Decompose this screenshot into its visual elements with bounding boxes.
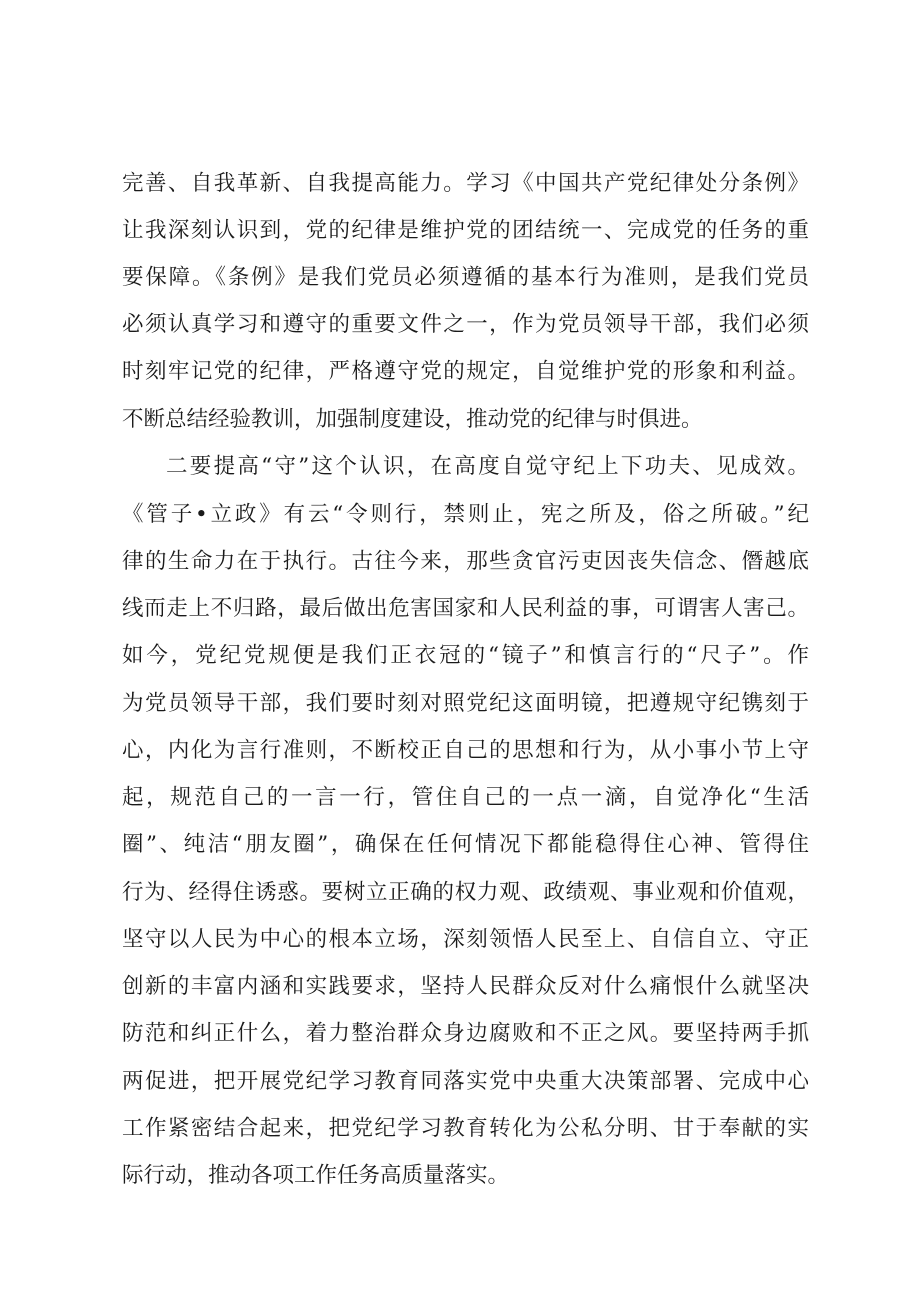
- text-line: 工作紧密结合起来，把党纪学习教育转化为公私分明、甘于奉献的实: [122, 1116, 809, 1141]
- text-line: 要保障。《条例》是我们党员必须遵循的基本行为准则，是我们党员: [122, 265, 809, 290]
- text-line: 线而走上不归路，最后做出危害国家和人民利益的事，可谓害人害己。: [122, 596, 809, 621]
- text-line: 起，规范自己的一言一行，管住自己的一点一滴，自觉净化“生活: [122, 785, 809, 810]
- text-line: 坚守以人民为中心的根本立场，深刻领悟人民至上、自信自立、守正: [122, 927, 809, 952]
- text-line: 如今，党纪党规便是我们正衣冠的“镜子”和慎言行的“尺子”。作: [122, 643, 809, 668]
- text-line: 际行动，推动各项工作任务高质量落实。: [122, 1163, 510, 1188]
- text-line: 必须认真学习和遵守的重要文件之一，作为党员领导干部，我们必须: [122, 312, 809, 337]
- text-line: 行为、经得住诱惑。要树立正确的权力观、政绩观、事业观和价值观，: [122, 880, 809, 905]
- text-line: 完善、自我革新、自我提高能力。学习《中国共产党纪律处分条例》: [122, 171, 809, 196]
- text-line: 让我深刻认识到，党的纪律是维护党的团结统一、完成党的任务的重: [122, 218, 809, 243]
- text-line: 时刻牢记党的纪律，严格遵守党的规定，自觉维护党的形象和利益。: [122, 359, 809, 384]
- text-line: 《管子•立政》有云“令则行，禁则止，宪之所及，俗之所破。”纪: [122, 502, 809, 527]
- text-line: 不断总结经验教训，加强制度建设，推动党的纪律与时俱进。: [122, 407, 703, 432]
- text-line: 圈”、纯洁“朋友圈”，确保在任何情况下都能稳得住心神、管得住: [122, 832, 809, 857]
- text-line: 为党员领导干部，我们要时刻对照党纪这面明镜，把遵规守纪镌刻于: [122, 691, 809, 716]
- text-line: 防范和纠正什么，着力整治群众身边腐败和不正之风。要坚持两手抓: [122, 1021, 809, 1046]
- text-line: 创新的丰富内涵和实践要求，坚持人民群众反对什么痛恨什么就坚决: [122, 974, 809, 999]
- text-line: 律的生命力在于执行。古往今来，那些贪官污吏因丧失信念、僭越底: [122, 549, 809, 574]
- paragraph-first-line: 二要提高“守”这个认识，在高度自觉守纪上下功夫、见成效。: [166, 454, 809, 479]
- text-line: 两促进，把开展党纪学习教育同落实党中央重大决策部署、完成中心: [122, 1069, 809, 1094]
- text-line: 心，内化为言行准则，不断校正自己的思想和行为，从小事小节上守: [122, 738, 809, 763]
